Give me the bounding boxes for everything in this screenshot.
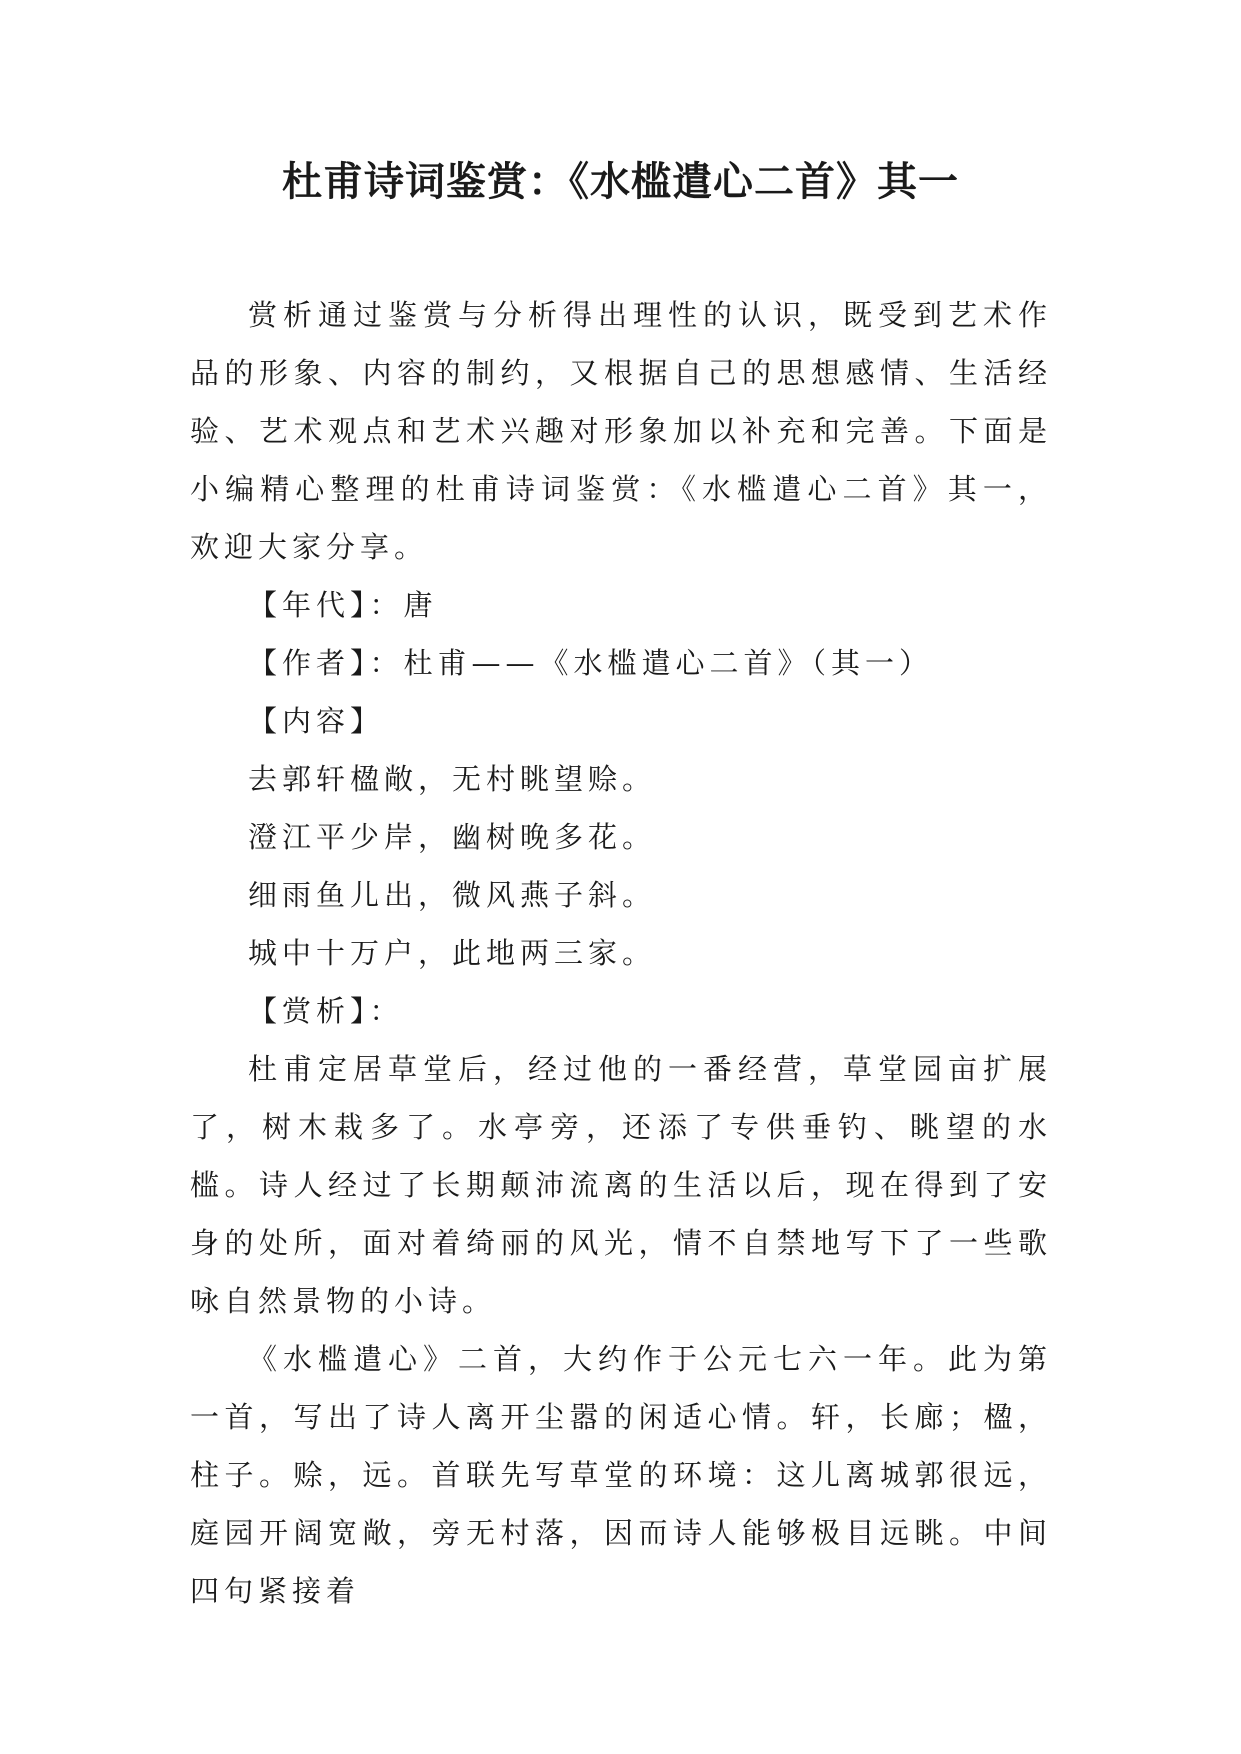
content-heading: 【内容】 — [248, 704, 385, 738]
intro-paragraph: 赏析通过鉴赏与分析得出理性的认识，既受到艺术作品的形象、内容的制约，又根据自己的思想感情、生活经验、艺术观点和艺术兴趣对形象加以补充和完善。下面是小编精心整理的杜甫诗词鉴赏：《水槛遣心二首》其一，欢迎大家分享。 — [190, 298, 1052, 564]
analysis-paragraph: 杜甫定居草堂后，经过他的一番经营，草堂园亩扩展了，树木栽多了。水亭旁，还添了专供垂钓、眺望的水槛。诗人经过了长期颠沛流离的生活以后，现在得到了安身的处所，面对着绮丽的风光，情不自禁地写下了一些歌咏自然景物的小诗。 — [190, 1052, 1052, 1318]
document-title: 杜甫诗词鉴赏：《水槛遣心二首》其一 — [282, 159, 959, 205]
poem-line: 城中十万户，此地两三家。 — [248, 936, 657, 970]
analysis-heading: 【赏析】： — [248, 994, 404, 1028]
poem-line: 去郭轩楹敞，无村眺望赊。 — [248, 762, 657, 796]
poem-line: 澄江平少岸，幽树晚多花。 — [248, 820, 657, 854]
era-line: 【年代】：唐 — [248, 588, 438, 622]
author-line: 【作者】：杜甫——《水槛遣心二首》（其一） — [248, 646, 934, 680]
document-body — [190, 286, 1052, 1620]
analysis-paragraph: 《水槛遣心》二首，大约作于公元七六一年。此为第一首，写出了诗人离开尘嚣的闲适心情。轩，长廊；楹，柱子。赊，远。首联先写草堂的环境：这儿离城郭很远，庭园开阔宽敞，旁无村落，因而诗人能够极目远眺。中间四句紧接着 — [190, 1342, 1052, 1608]
poem-line: 细雨鱼儿出，微风燕子斜。 — [248, 878, 657, 912]
